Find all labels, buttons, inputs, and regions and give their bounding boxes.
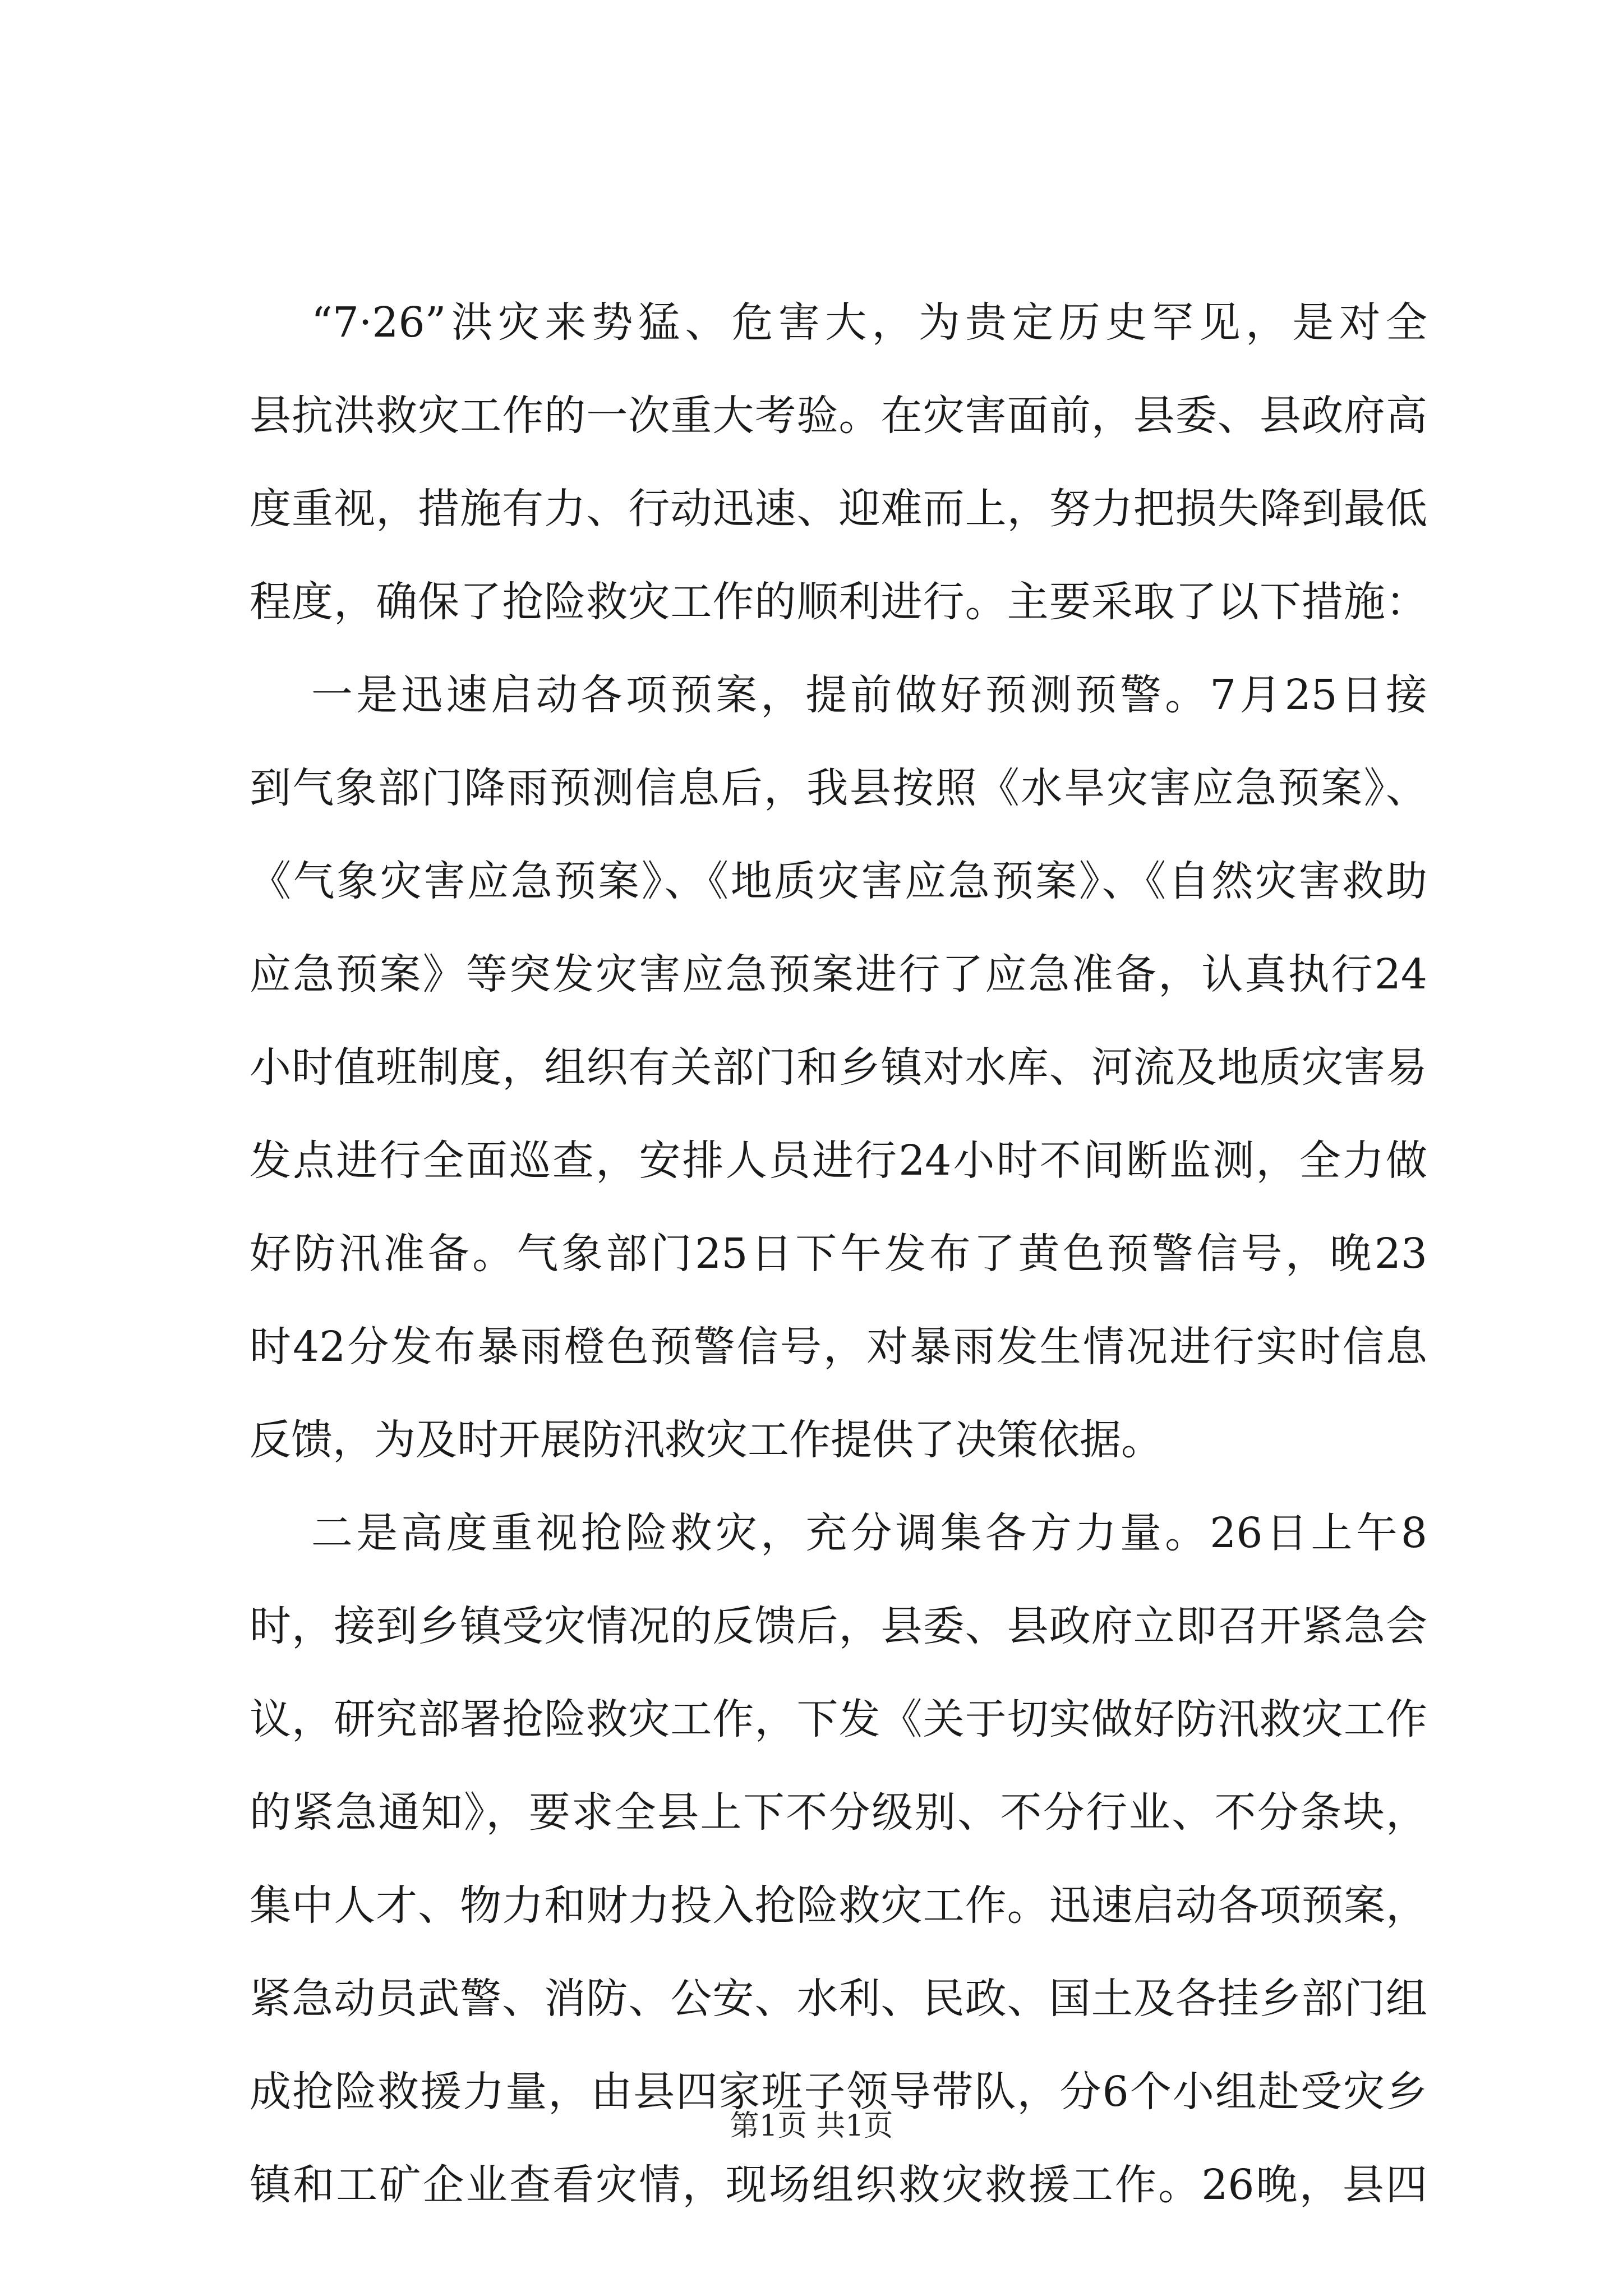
text-line: 《气象灾害应急预案》、《地质灾害应急预案》、《自然灾害救助	[250, 857, 1427, 905]
text-line: 镇和工矿企业查看灾情，现场组织救灾救援工作。26晚，县四	[250, 2161, 1427, 2209]
text-line: 成抢险救援力量，由县四家班子领导带队，分6个小组赴受灾乡	[250, 2068, 1427, 2116]
text-line: 度重视，措施有力、行动迅速、迎难而上，努力把损失降到最低	[250, 485, 1427, 533]
text-line: 议，研究部署抢险救灾工作，下发《关于切实做好防汛救灾工作	[250, 1695, 1427, 1743]
text-line: 县抗洪救灾工作的一次重大考验。在灾害面前，县委、县政府高	[250, 392, 1427, 440]
page-number-footer: 第1页 共1页	[730, 2109, 893, 2143]
text-line: 应急预案》等突发灾害应急预案进行了应急准备，认真执行24	[250, 950, 1427, 999]
text-line: 一是迅速启动各项预案，提前做好预测预警。7月25日接	[311, 671, 1427, 719]
text-line: 时，接到乡镇受灾情况的反馈后，县委、县政府立即召开紧急会	[250, 1602, 1427, 1650]
text-line: 紧急动员武警、消防、公安、水利、民政、国土及各挂乡部门组	[250, 1975, 1427, 2023]
text-line: 程度，确保了抢险救灾工作的顺利进行。主要采取了以下措施：	[250, 578, 1427, 626]
text-line: 到气象部门降雨预测信息后，我县按照《水旱灾害应急预案》、	[250, 764, 1427, 812]
text-line: 小时值班制度，组织有关部门和乡镇对水库、河流及地质灾害易	[250, 1043, 1427, 1092]
text-line: 好防汛准备。气象部门25日下午发布了黄色预警信号，晚23	[250, 1230, 1427, 1278]
text-line: 集中人才、物力和财力投入抢险救灾工作。迅速启动各项预案，	[250, 1881, 1427, 1930]
text-line: “7·26”洪灾来势猛、危害大，为贵定历史罕见，是对全	[311, 298, 1427, 347]
text-line: 的紧急通知》，要求全县上下不分级别、不分行业、不分条块，	[250, 1788, 1427, 1837]
text-line: 二是高度重视抢险救灾，充分调集各方力量。26日上午8	[311, 1509, 1427, 1557]
text-line: 反馈，为及时开展防汛救灾工作提供了决策依据。	[250, 1416, 1163, 1464]
text-line: 时42分发布暴雨橙色预警信号，对暴雨发生情况进行实时信息	[250, 1323, 1427, 1371]
text-line: 发点进行全面巡查，安排人员进行24小时不间断监测，全力做	[250, 1137, 1427, 1185]
